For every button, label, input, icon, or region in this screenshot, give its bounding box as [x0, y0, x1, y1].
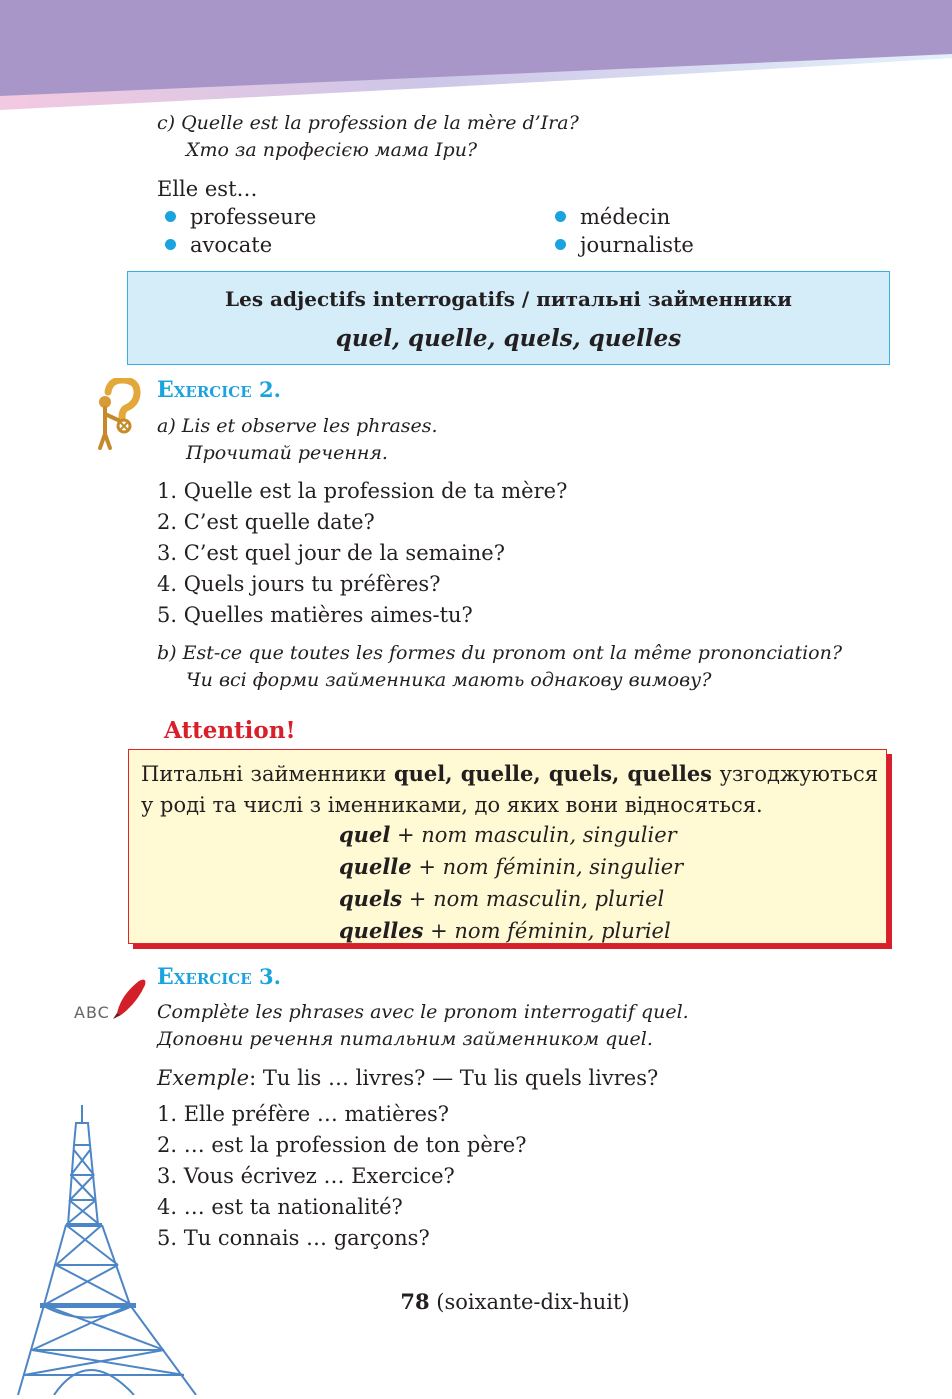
exercise-3-instruction: Complète les phrases avec le pronom interrogatif quel. Доповни речення питальним займенником quel.	[157, 1001, 689, 1050]
question-c-fr: c) Quelle est la profession de la mère d’Ira?	[157, 112, 579, 134]
exercise-2-instruction: a) Lis et observe les phrases. Прочитай речення.	[157, 415, 438, 464]
rule-box-forms: quel, quelle, quels, quelles	[335, 325, 682, 352]
abc-pen-icon	[73, 975, 151, 1025]
question-mark-figure-icon	[92, 378, 142, 450]
answer-options	[165, 203, 765, 263]
bullet-dot-icon	[165, 211, 176, 222]
list-item: 3. Vous écrivez … Exercice?	[157, 1164, 455, 1188]
bullet-dot-icon	[555, 211, 566, 222]
answer-prompt: Elle est…	[157, 177, 258, 201]
option-medecin: médecin	[555, 203, 670, 231]
list-item: 5. Tu connais … garçons?	[157, 1226, 430, 1250]
list-item: 2. C’est quelle date?	[157, 510, 375, 534]
list-item: 1. Quelle est la profession de ta mère?	[157, 479, 568, 503]
exercise-3-example: Exemple: Tu lis … livres? — Tu lis quels livres?	[157, 1066, 659, 1090]
list-item: 3. C’est quel jour de la semaine?	[157, 541, 505, 565]
exercise-3-sentences	[157, 1099, 526, 1254]
bullet-dot-icon	[165, 239, 176, 250]
page-number-words: (soixante-dix-huit)	[429, 1290, 630, 1314]
eiffel-tower-illustration	[14, 1105, 204, 1395]
bullet-dot-icon	[555, 239, 566, 250]
top-banner	[0, 0, 952, 115]
list-item: 4. Quels jours tu préfères?	[157, 572, 441, 596]
page-footer	[0, 1289, 952, 1314]
abc-label: ABC	[74, 1003, 110, 1022]
exercise-2-question-b: b) Est-ce que toutes les formes du pronom ont la même prononciation? Чи всі форми займенника мають однакову вимову?	[157, 642, 843, 691]
rule-line: quelle + nom féminin, singulier	[339, 854, 684, 879]
page-number: 78	[400, 1289, 430, 1314]
attention-rules	[339, 819, 683, 947]
option-avocate: avocate	[165, 231, 272, 259]
rule-line: quelles + nom féminin, pluriel	[339, 918, 671, 943]
attention-heading: Attention!	[164, 717, 296, 744]
option-professeure: professeure	[165, 203, 316, 231]
rule-line: quel + nom masculin, singulier	[339, 822, 677, 847]
rule-box	[127, 271, 890, 365]
list-item: 4. … est ta nationalité?	[157, 1195, 403, 1219]
list-item: 1. Elle préfère … matières?	[157, 1102, 450, 1126]
list-item: 5. Quelles matières aimes-tu?	[157, 603, 473, 627]
rule-line: quels + nom masculin, pluriel	[339, 886, 665, 911]
option-journaliste: journaliste	[555, 231, 694, 259]
exercise-3-title: Exercice 3.	[157, 964, 281, 990]
attention-text: Питальні займенники quel, quelle, quels, quelles узгоджуються у роді та числі з іменниками, до яких вони відносяться.	[141, 761, 878, 817]
rule-box-title: Les adjectifs interrogatifs / питальні займенники	[225, 287, 792, 311]
attention-note-box	[128, 749, 887, 944]
list-item: 2. … est la profession de ton père?	[157, 1133, 527, 1157]
exercise-2-sentences	[157, 476, 567, 631]
question-c-ua: Хто за професією мама Іри?	[186, 139, 478, 161]
question-c	[157, 110, 579, 164]
exercise-2-title: Exercice 2.	[157, 377, 281, 403]
